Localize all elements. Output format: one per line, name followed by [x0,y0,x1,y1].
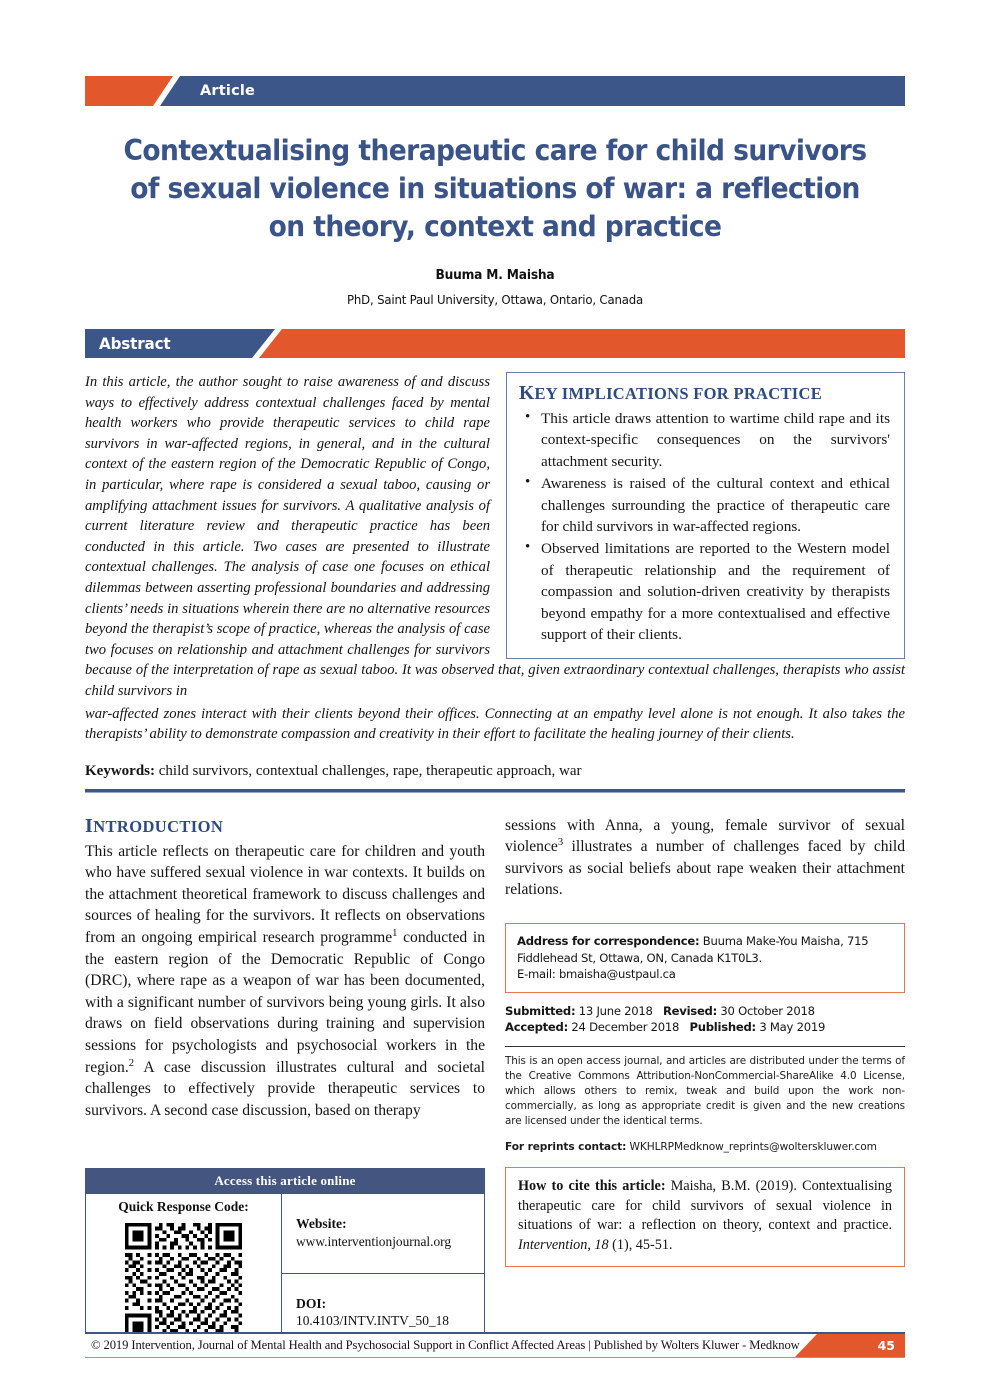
intro-text-2: conducted in the eastern region of the Democratic Republic of Congo (DRC), where rape as a weapon of war has been documented, with a significant number of survivors being young girls. It also draws on field observations during training and supervision sessions for psychologists and psychosocial workers in the region. [85,929,485,1076]
website-row [282,1194,484,1274]
access-article-online-box [85,1168,485,1353]
introduction-heading [85,815,485,838]
intro-text-1: This article reflects on therapeutic care for children and youth who have suffered sexual violence in war contexts. It builds on the attachment theoretical framework to discuss challenges and sources of healing for the survivors. It reflects on observations from an ongoing empirical research programme [85,842,485,947]
footnote-marker-1: 1 [392,927,398,939]
list-item: • Observed limitations are reported to the Western model of therapeutic relationship and the requirement of compassion and solution-driven creativity by therapists beyond empathy for a more contextualised and effective support of their clients. [541,538,890,645]
doi-value[interactable]: 10.4103/INTV.INTV_50_18 [296,1313,449,1329]
abstract-label: Abstract [99,334,171,353]
access-box-body [86,1194,484,1352]
key-implications-heading [519,383,890,405]
citation-journal: Intervention, 18 [518,1236,609,1253]
correspondence-email-label: E-mail: [517,967,556,982]
list-item: • This article draws attention to wartime child rape and its context-specific consequences on the survivors' attachment security. [541,408,890,472]
intro-right-text-2: illustrates a number of challenges faced by child survivors as social beliefs about rape weaken their attachment relations. [505,838,905,899]
website-value[interactable]: www.interventionjournal.org [296,1233,452,1249]
keywords-value: child survivors, contextual challenges, rape, therapeutic approach, war [155,762,582,779]
citation-text-1: Maisha, B.M. (2019). Contextualising therapeutic care for child survivors of sexual violence in situations of war: a reflection on theory, context and practice. [518,1178,892,1234]
accepted-value: 24 December 2018 [567,1020,680,1035]
left-column [85,815,485,1354]
correspondence-email-value[interactable]: bmaisha@ustpaul.ca [555,967,676,982]
reprints-label: For reprints contact: [505,1141,627,1154]
correspondence-label: Address for correspondence: [517,934,700,949]
reprints-line [505,1140,905,1155]
website-label: Website: [296,1216,347,1232]
published-label: Published: [689,1020,756,1035]
divider-blue [85,789,905,793]
page-title: Contextualising therapeutic care for child survivors of sexual violence in situations of war: a reflection on theory, context and practice [123,134,867,243]
published-value: 3 May 2019 [755,1020,826,1035]
key-implications-heading-cap: K [519,383,535,404]
key-implications-heading-rest: EY IMPLICATIONS FOR PRACTICE [534,384,823,403]
key-implications-box [506,372,905,659]
intro-text-3: A case discussion illustrates cultural and societal challenges to effectively provide therapeutic services to survivors. A second case discussion, based on therapy [85,1058,485,1119]
submitted-label: Submitted: [505,1003,576,1018]
correspondence-box [505,923,905,993]
access-meta-cell [282,1194,484,1352]
author-affiliation: PhD, Saint Paul University, Ottawa, Ontario, Canada [346,292,644,307]
how-to-cite-box [505,1167,905,1266]
qr-cell [86,1194,282,1352]
introduction-heading-rest: NTRODUCTION [93,816,224,836]
access-box-header: Access this article online [86,1169,484,1194]
article-ribbon [85,76,905,106]
abstract-section [85,372,905,745]
list-item: • Awareness is raised of the cultural context and ethical challenges surrounding the practice of therapeutic care for child survivors in war-affected regions. [541,473,890,537]
introduction-paragraph-left [85,841,485,1122]
license-text: This is an open access journal, and articles are distributed under the terms of the Creative Commons Attribution-NonCommercial-ShareAlike 4.0 License, which allows others to remix, tweak and build upon the work non-commercially, as long as appropriate credit is given and the new creations are licensed under the identical terms. [505,1055,905,1128]
submitted-value: 13 June 2018 [575,1003,653,1018]
introduction-paragraph-right [505,815,905,901]
footnote-marker-2: 2 [128,1057,135,1069]
body-columns [85,815,905,1354]
how-to-cite-label: How to cite this article: [518,1178,666,1195]
qr-code-icon[interactable] [121,1219,246,1344]
abstract-body: In this article, the author sought to raise awareness of and discuss ways to effectively address contextual challenges faced by mental health workers who provide therapeutic services to child rape survivors in war-affected regions, in general, and in the cultural context of the eastern region of the Democratic Republic of Congo, in particular, where rape is considered a sexual taboo, causing or amplifying attachment issues for survivors. A qualitative analysis of current literature review and therapeutic practice has been conducted in this article. Two cases are presented to illustrate contextual challenges. The analysis of case one focuses on ethical dilemmas between asserting professional boundaries and addressing clients’ needs in situations wherein there are no alternative resources beyond the therapist’s scope of practice, whereas the analysis of case two focuses on relationship and attachment challenges for survivors because of the interpretation of rape as sexual taboo. It was observed that, given extraordinary contextual challenges, therapists who assist child survivors in [85,374,905,699]
revised-label: Revised: [662,1003,717,1018]
footer-copyright: © 2019 Intervention, Journal of Mental Health and Psychosocial Support in Conflict Affected Areas | Published by Wolters Kluwer - Medknow [91,1338,800,1352]
keywords-label: Keywords: [85,762,155,779]
qr-label: Quick Response Code: [118,1199,249,1215]
article-label: Article [200,83,256,99]
reprints-value[interactable]: WKHLRPMedknow_reprints@wolterskluwer.com [626,1141,877,1154]
key-implications-list [519,408,890,645]
right-column [505,815,905,1354]
page-number: 45 [877,1338,895,1353]
intro-right-text-1: sessions with Anna, a young, female survivor of sexual violence [505,816,905,856]
author-name: Buuma M. Maisha [435,268,555,283]
keywords [85,761,905,781]
abstract-ribbon [85,329,905,358]
doi-label: DOI: [296,1295,327,1311]
introduction-heading-cap: I [85,814,94,837]
footnote-marker-3: 3 [557,837,564,849]
publication-dates [505,1003,905,1036]
revised-value: 30 October 2018 [717,1003,815,1018]
abstract-body-tail: war-affected zones interact with their clients beyond their offices. Connecting at an empathy level alone is not enough. It also takes the therapists’ ability to demonstrate compassion and creativity in their effort to facilitate the healing journey of their clients. [85,705,905,743]
accepted-label: Accepted: [505,1020,568,1035]
key-implications-wrapper [506,372,905,659]
correspondence-address: Buuma Make-You Maisha, 715 Fiddlehead St, Ottawa, ON, Canada K1T0L3. [517,934,869,965]
page-footer [85,1332,905,1358]
citation-text-2: (1), 45-51. [608,1236,673,1253]
divider-dark [505,1046,905,1048]
